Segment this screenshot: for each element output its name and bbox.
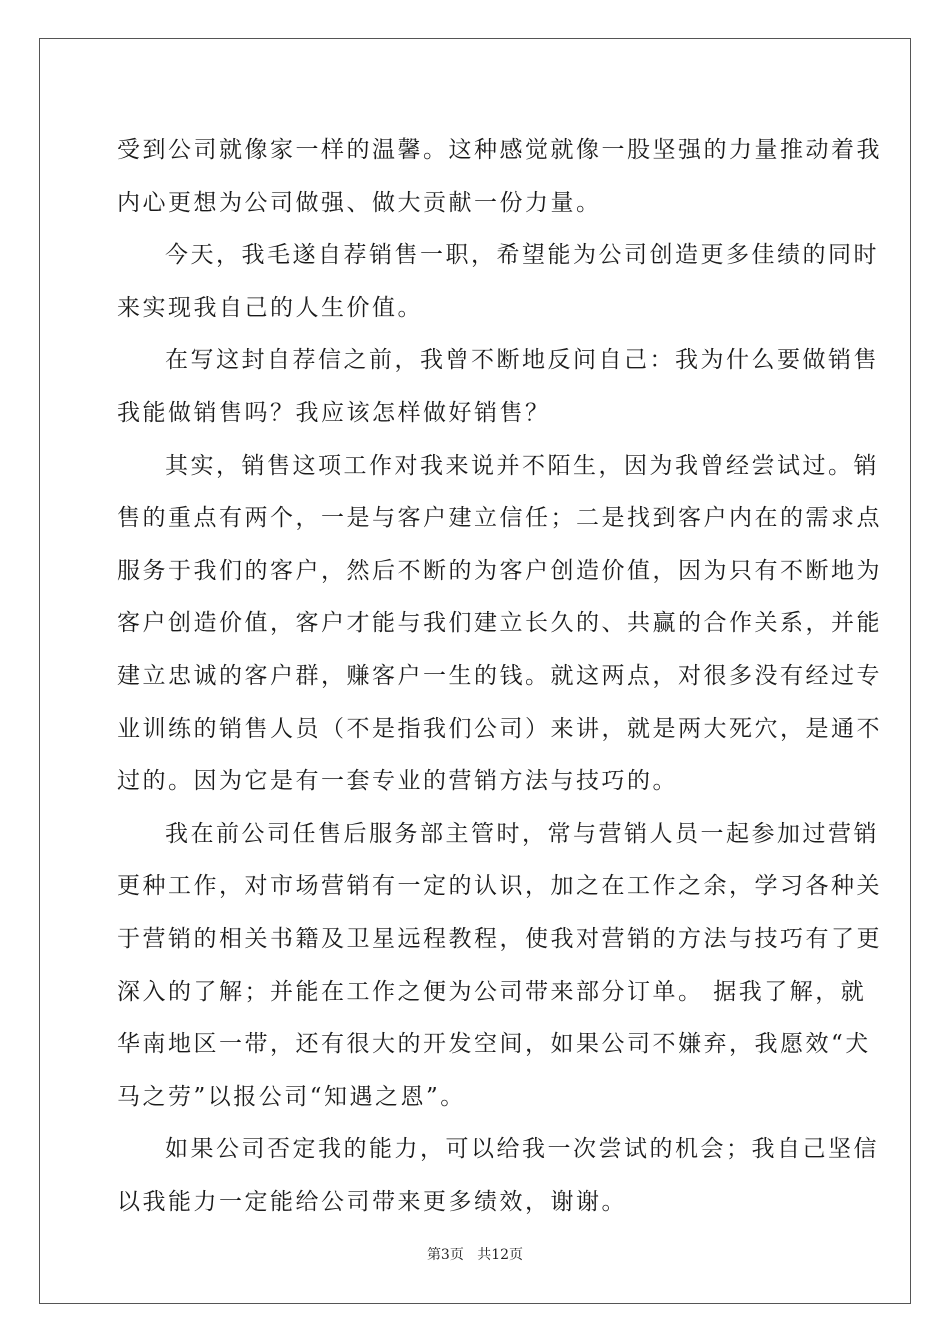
text-line: 于营销的相关书籍及卫星远程教程，使我对营销的方法与技巧有了更 bbox=[117, 925, 882, 952]
text-line: 建立忠诚的客户群，赚客户一生的钱。就这两点，对很多没有经过专 bbox=[117, 662, 882, 689]
text-line: 业训练的销售人员（不是指我们公司）来讲，就是两大死穴，是通不 bbox=[117, 715, 882, 742]
paragraph-first-line: 如果公司否定我的能力，可以给我一次尝试的机会；我自己坚信 bbox=[165, 1136, 879, 1163]
text-line: 内心更想为公司做强、做大贡献一份力量。 bbox=[117, 189, 602, 216]
text-line: 我能做销售吗？我应该怎样做好销售？ bbox=[117, 399, 551, 426]
document-body bbox=[117, 124, 882, 1228]
text-line: 来实现我自己的人生价值。 bbox=[117, 294, 423, 321]
text-line: 客户创造价值，客户才能与我们建立长久的、共赢的合作关系，并能 bbox=[117, 610, 882, 637]
text-line: 服务于我们的客户，然后不断的为客户创造价值，因为只有不断地为 bbox=[117, 557, 882, 584]
paragraph-first-line: 我在前公司任售后服务部主管时，常与营销人员一起参加过营销 bbox=[165, 820, 879, 847]
text-line: 过的。因为它是有一套专业的营销方法与技巧的。 bbox=[117, 768, 678, 795]
text-line: 马之劳”以报公司“知遇之恩”。 bbox=[117, 1083, 466, 1110]
text-line: 深入的了解；并能在工作之便为公司带来部分订单。 据我了解，就 bbox=[117, 978, 867, 1005]
page-total: 共12页 bbox=[477, 1247, 524, 1263]
page-footer bbox=[0, 1245, 950, 1265]
text-line: 受到公司就像家一样的温馨。这种感觉就像一股坚强的力量推动着我 bbox=[117, 137, 882, 163]
page-number: 第3页 bbox=[426, 1247, 464, 1263]
text-line: 以我能力一定能给公司带来更多绩效，谢谢。 bbox=[117, 1188, 627, 1215]
footer-spacer bbox=[464, 1247, 477, 1263]
text-line: 售的重点有两个，一是与客户建立信任；二是找到客户内在的需求点 bbox=[117, 505, 882, 532]
paragraph-first-line: 其实，销售这项工作对我来说并不陌生，因为我曾经尝试过。销 bbox=[165, 452, 879, 479]
paragraph-first-line: 今天，我毛遂自荐销售一职，希望能为公司创造更多佳绩的同时 bbox=[165, 242, 879, 269]
text-line: 华南地区一带，还有很大的开发空间，如果公司不嫌弃，我愿效“犬 bbox=[117, 1031, 871, 1058]
text-line: 更种工作，对市场营销有一定的认识，加之在工作之余，学习各种关 bbox=[117, 873, 882, 900]
paragraph-first-line: 在写这封自荐信之前，我曾不断地反问自己：我为什么要做销售 bbox=[165, 347, 879, 374]
